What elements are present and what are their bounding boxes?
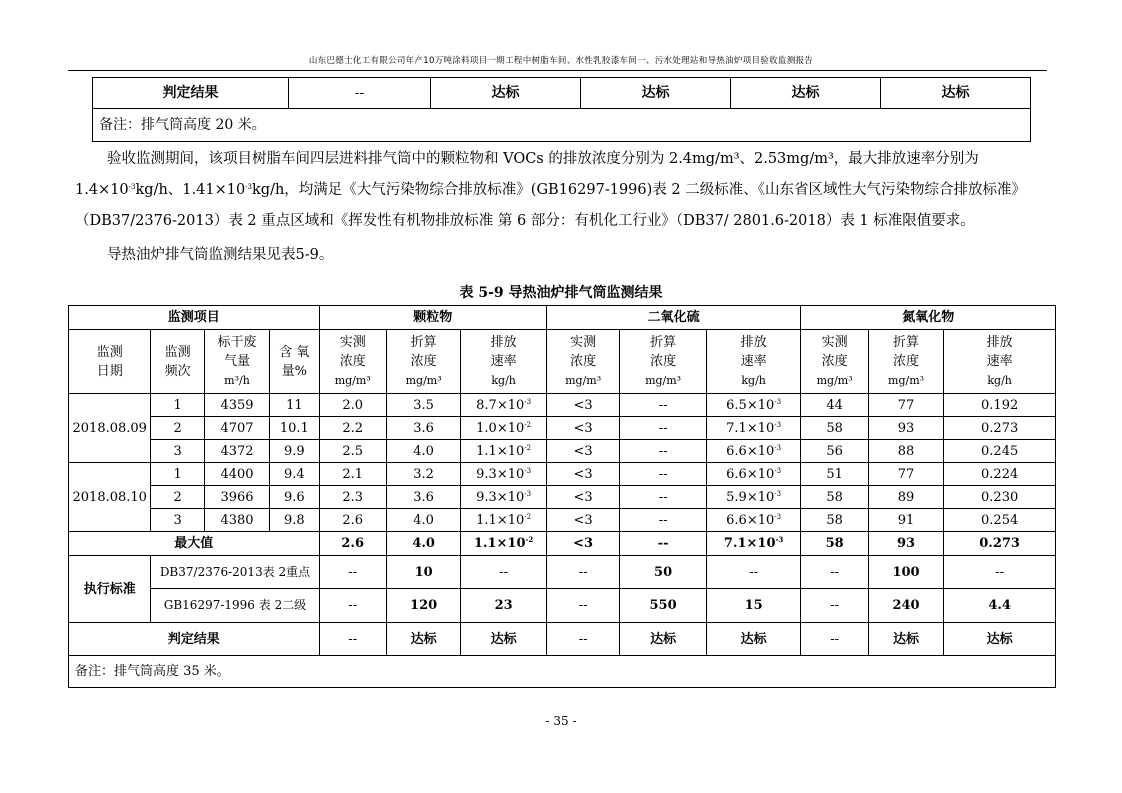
text-run: kg/h，均满足《大气污染物综合排放标准》(GB16297-1996)表 2 二级标准、《山东省区域性大气污染物综合排放标准》 — [252, 182, 1026, 198]
rate-exponent: -2 — [524, 443, 532, 452]
table-cell: 120 — [386, 589, 460, 623]
rate-base: 7.1×10 — [723, 536, 776, 551]
table-row — [69, 330, 1056, 394]
rate-exponent: -3 — [774, 489, 782, 498]
table-cell: 达标 — [620, 623, 707, 656]
col-header-n-converted — [868, 330, 943, 394]
table-row — [69, 394, 1056, 417]
table-cell: 0.224 — [944, 463, 1056, 486]
table-cell — [706, 394, 801, 417]
max-label: 最大值 — [69, 532, 320, 556]
rate-exponent: -3 — [775, 535, 784, 544]
table-cell: -- — [620, 532, 707, 556]
standard-row — [69, 556, 1056, 589]
document-header: 山东巴德士化工有限公司年产10万吨涂料项目一期工程中树脂车间、水性乳胶漆车间一、污水处理站和导热油炉项目验收监测报告 — [308, 56, 814, 66]
table-row — [69, 486, 1056, 509]
standard-label: 执行标准 — [69, 556, 151, 623]
header-rule — [68, 70, 1047, 71]
header-text: 频次 — [164, 363, 191, 379]
table-cell: 91 — [868, 509, 943, 532]
group-header-items: 监测项目 — [69, 306, 320, 330]
header-unit: mg/m³ — [565, 374, 602, 387]
table-cell: -- — [546, 556, 619, 589]
table-cell — [461, 417, 547, 440]
table-cell: 240 — [868, 589, 943, 623]
col-header-flow — [204, 330, 269, 394]
table-cell: 2 — [151, 417, 204, 440]
table-cell: 达标 — [461, 623, 547, 656]
table-cell: 88 — [868, 440, 943, 463]
table-cell: <3 — [546, 486, 619, 509]
table-cell: 达标 — [944, 623, 1056, 656]
header-unit: mg/m³ — [405, 374, 442, 387]
table-row — [93, 109, 1031, 142]
header-text: 实测 — [570, 335, 597, 350]
max-row — [69, 532, 1056, 556]
col-header-s-measured — [546, 330, 619, 394]
table-cell: 0.273 — [944, 532, 1056, 556]
rate-base: 9.3×10 — [476, 466, 525, 482]
table-cell: -- — [801, 589, 868, 623]
table-cell: 4.4 — [944, 589, 1056, 623]
table-cell: -- — [620, 440, 707, 463]
rate-base: 9.3×10 — [476, 489, 525, 505]
table-cell: 2.0 — [319, 394, 386, 417]
table-cell: 3 — [151, 509, 204, 532]
table-caption: 表 5-9 导热油炉排气筒监测结果 — [459, 285, 663, 301]
header-text: 折算 — [893, 335, 920, 350]
table-cell — [461, 486, 547, 509]
judge-row — [69, 623, 1056, 656]
table-row — [93, 78, 1031, 109]
table-cell — [706, 486, 801, 509]
table-cell: 3966 — [204, 486, 269, 509]
table-cell: 3.5 — [386, 394, 460, 417]
col-header-p-rate — [461, 330, 547, 394]
table-cell: -- — [319, 623, 386, 656]
table-cell: -- — [620, 509, 707, 532]
table-cell: 3 — [151, 440, 204, 463]
rate-base: 6.6×10 — [726, 466, 775, 482]
rate-base: 5.9×10 — [726, 489, 775, 505]
table-cell: <3 — [546, 440, 619, 463]
table-cell: 2.1 — [319, 463, 386, 486]
col-header-n-rate — [944, 330, 1056, 394]
table-cell: 4372 — [204, 440, 269, 463]
table-cell: -- — [620, 417, 707, 440]
col-header-p-measured — [319, 330, 386, 394]
header-text: 速率 — [490, 354, 517, 369]
rate-exponent: -3 — [774, 443, 782, 452]
table-cell: -- — [706, 556, 801, 589]
col-header-s-converted — [620, 330, 707, 394]
previous-table-tail — [92, 77, 1031, 142]
col-header-p-converted — [386, 330, 460, 394]
table-row — [69, 417, 1056, 440]
header-text: 量% — [281, 363, 308, 379]
table-cell: 77 — [868, 394, 943, 417]
header-text: 监测 — [164, 344, 191, 360]
rate-base: 6.6×10 — [726, 512, 775, 528]
standard-row — [69, 589, 1056, 623]
rate-base: 6.6×10 — [726, 443, 775, 459]
table-cell: 77 — [868, 463, 943, 486]
table-cell: 3.6 — [386, 417, 460, 440]
table-cell: -- — [944, 556, 1056, 589]
col-header-oxygen — [270, 330, 319, 394]
col-header-n-measured — [801, 330, 868, 394]
rate-base: 7.1×10 — [726, 420, 775, 436]
table-cell: <3 — [546, 532, 619, 556]
rate-base: 1.1×10 — [473, 536, 526, 551]
judge-label: 判定结果 — [93, 78, 289, 109]
paragraph-table-reference: 导热油炉排气筒监测结果见表5-9。 — [107, 247, 334, 263]
header-unit: kg/h — [741, 374, 766, 387]
rate-exponent: -3 — [524, 489, 532, 498]
boiler-monitoring-table — [68, 305, 1056, 688]
rate-base: 6.5×10 — [726, 397, 775, 413]
standard-name: DB37/2376-2013表 2重点 — [151, 556, 319, 589]
header-text: 排放 — [740, 335, 767, 350]
table-cell: 2.6 — [319, 509, 386, 532]
rate-base: 1.1×10 — [476, 512, 525, 528]
table-cell: 达标 — [581, 78, 731, 109]
table-row — [69, 306, 1056, 330]
table-cell: 达标 — [881, 78, 1031, 109]
paragraph-monitoring-summary — [75, 144, 1035, 237]
header-text: 浓度 — [821, 354, 848, 369]
table-cell: -- — [801, 623, 868, 656]
table-cell: 达标 — [731, 78, 881, 109]
table-cell: 58 — [801, 486, 868, 509]
table-cell: 0.192 — [944, 394, 1056, 417]
table-cell: 2 — [151, 486, 204, 509]
header-unit: mg/m³ — [334, 374, 371, 387]
table-cell: 9.6 — [270, 486, 319, 509]
header-unit: m³/h — [224, 374, 250, 387]
standard-name: GB16297-1996 表 2二级 — [151, 589, 319, 623]
table-row — [69, 463, 1056, 486]
rate-exponent: -2 — [524, 420, 532, 429]
table-cell: 9.4 — [270, 463, 319, 486]
header-text: 实测 — [339, 335, 366, 350]
table-cell — [461, 532, 547, 556]
superscript: -3 — [245, 183, 253, 191]
paragraph-line — [75, 175, 1035, 206]
table-cell: 4.0 — [386, 532, 460, 556]
table-cell: -- — [546, 589, 619, 623]
table-cell: 4.0 — [386, 440, 460, 463]
table-cell — [461, 463, 547, 486]
rate-exponent: -3 — [524, 466, 532, 475]
table-cell — [706, 532, 801, 556]
table-cell: 0.273 — [944, 417, 1056, 440]
table-cell: 4.0 — [386, 509, 460, 532]
header-unit: kg/h — [491, 374, 516, 387]
header-text: 浓度 — [410, 354, 437, 369]
table-cell: <3 — [546, 394, 619, 417]
table-cell: <3 — [546, 509, 619, 532]
table-cell: 89 — [868, 486, 943, 509]
header-text: 监测 — [96, 344, 123, 360]
header-text: 标干废 — [217, 335, 257, 350]
header-text: 折算 — [650, 335, 677, 350]
group-header-so2: 二氧化硫 — [546, 306, 801, 330]
table-cell — [706, 417, 801, 440]
header-unit: kg/h — [987, 374, 1012, 387]
table-cell: 100 — [868, 556, 943, 589]
header-text: 浓度 — [893, 354, 920, 369]
table-cell — [461, 394, 547, 417]
paragraph-line: （DB37/2376-2013）表 2 重点区域和《挥发性有机物排放标准 第 6 部分：有机化工行业》（DB37/ 2801.6-2018）表 1 标准限值要求。 — [75, 213, 975, 229]
superscript: -3 — [128, 183, 136, 191]
table-cell: -- — [620, 463, 707, 486]
note-row — [69, 656, 1056, 688]
table-cell: -- — [620, 394, 707, 417]
table-cell: 10 — [386, 556, 460, 589]
rate-exponent: -3 — [774, 397, 782, 406]
table-cell: 4707 — [204, 417, 269, 440]
header-text: 排放 — [490, 335, 517, 350]
table-cell: 9.8 — [270, 509, 319, 532]
table-cell: 3.2 — [386, 463, 460, 486]
header-text: 实测 — [821, 335, 848, 350]
rate-base: 1.0×10 — [476, 420, 525, 436]
header-text: 浓度 — [570, 354, 597, 369]
table-cell: 58 — [801, 532, 868, 556]
table-note: 备注：排气筒高度 20 米。 — [93, 109, 1031, 142]
group-header-nox: 氮氧化物 — [801, 306, 1056, 330]
header-text: 气量 — [223, 354, 250, 369]
rate-base: 1.1×10 — [476, 443, 525, 459]
header-unit: mg/m³ — [645, 374, 682, 387]
header-unit: mg/m³ — [816, 374, 853, 387]
header-text: 浓度 — [650, 354, 677, 369]
header-text: 日期 — [96, 363, 123, 379]
table-cell: 4359 — [204, 394, 269, 417]
table-cell: 4380 — [204, 509, 269, 532]
table-cell: 0.254 — [944, 509, 1056, 532]
table-cell: -- — [461, 556, 547, 589]
text-run: 1.4×10 — [75, 182, 129, 198]
header-text: 排放 — [986, 335, 1013, 350]
table-cell — [706, 440, 801, 463]
rate-exponent: -2 — [524, 512, 532, 521]
rate-base: 8.7×10 — [476, 397, 525, 413]
table-note: 备注：排气筒高度 35 米。 — [69, 656, 1056, 688]
rate-exponent: -3 — [774, 420, 782, 429]
text-run: kg/h、1.41×10 — [135, 182, 246, 198]
table-cell: 0.245 — [944, 440, 1056, 463]
table-cell: 4400 — [204, 463, 269, 486]
table-cell: -- — [620, 486, 707, 509]
table-cell: 51 — [801, 463, 868, 486]
table-cell: 1 — [151, 463, 204, 486]
table-cell: 11 — [270, 394, 319, 417]
header-text: 速率 — [740, 354, 767, 369]
table-cell: -- — [289, 78, 431, 109]
header-text: 折算 — [410, 335, 437, 350]
table-cell: 58 — [801, 509, 868, 532]
table-cell: 2.3 — [319, 486, 386, 509]
date-cell: 2018.08.10 — [69, 463, 151, 532]
table-cell: 50 — [620, 556, 707, 589]
header-text: 速率 — [986, 354, 1013, 369]
table-cell: 93 — [868, 532, 943, 556]
table-cell: 3.6 — [386, 486, 460, 509]
table-cell: <3 — [546, 417, 619, 440]
table-cell: 9.9 — [270, 440, 319, 463]
table-cell: 58 — [801, 417, 868, 440]
table-cell — [706, 509, 801, 532]
table-cell: 1 — [151, 394, 204, 417]
rate-exponent: -3 — [524, 397, 532, 406]
table-cell — [461, 440, 547, 463]
table-cell: -- — [801, 556, 868, 589]
table-cell: 2.2 — [319, 417, 386, 440]
rate-exponent: -3 — [774, 466, 782, 475]
date-cell: 2018.08.09 — [69, 394, 151, 463]
table-cell: 达标 — [431, 78, 581, 109]
header-text: 浓度 — [339, 354, 366, 369]
table-cell: 23 — [461, 589, 547, 623]
table-cell: 56 — [801, 440, 868, 463]
table-cell: -- — [319, 556, 386, 589]
col-header-date — [69, 330, 151, 394]
rate-exponent: -3 — [774, 512, 782, 521]
paragraph-line: 验收监测期间，该项目树脂车间四层进料排气筒中的颗粒物和 VOCs 的排放浓度分别为 2.4mg/m³、2.53mg/m³，最大排放速率分别为 — [107, 151, 979, 167]
table-cell: 0.230 — [944, 486, 1056, 509]
table-cell: -- — [546, 623, 619, 656]
table-cell: 达标 — [868, 623, 943, 656]
judge-label: 判定结果 — [69, 623, 320, 656]
table-row — [69, 509, 1056, 532]
header-text: 含 氧 — [279, 344, 310, 360]
table-cell — [706, 463, 801, 486]
table-cell: 44 — [801, 394, 868, 417]
table-cell: 2.6 — [319, 532, 386, 556]
table-cell: 15 — [706, 589, 801, 623]
page-number: - 35 - — [545, 714, 577, 728]
group-header-particulate: 颗粒物 — [319, 306, 546, 330]
rate-exponent: -2 — [525, 535, 534, 544]
table-cell: 10.1 — [270, 417, 319, 440]
table-row — [69, 440, 1056, 463]
table-cell: -- — [319, 589, 386, 623]
table-cell: 2.5 — [319, 440, 386, 463]
table-cell: 550 — [620, 589, 707, 623]
table-cell: 达标 — [386, 623, 460, 656]
table-cell: <3 — [546, 463, 619, 486]
col-header-frequency — [151, 330, 204, 394]
table-cell: 达标 — [706, 623, 801, 656]
table-cell — [461, 509, 547, 532]
header-unit: mg/m³ — [888, 374, 925, 387]
col-header-s-rate — [706, 330, 801, 394]
table-cell: 93 — [868, 417, 943, 440]
